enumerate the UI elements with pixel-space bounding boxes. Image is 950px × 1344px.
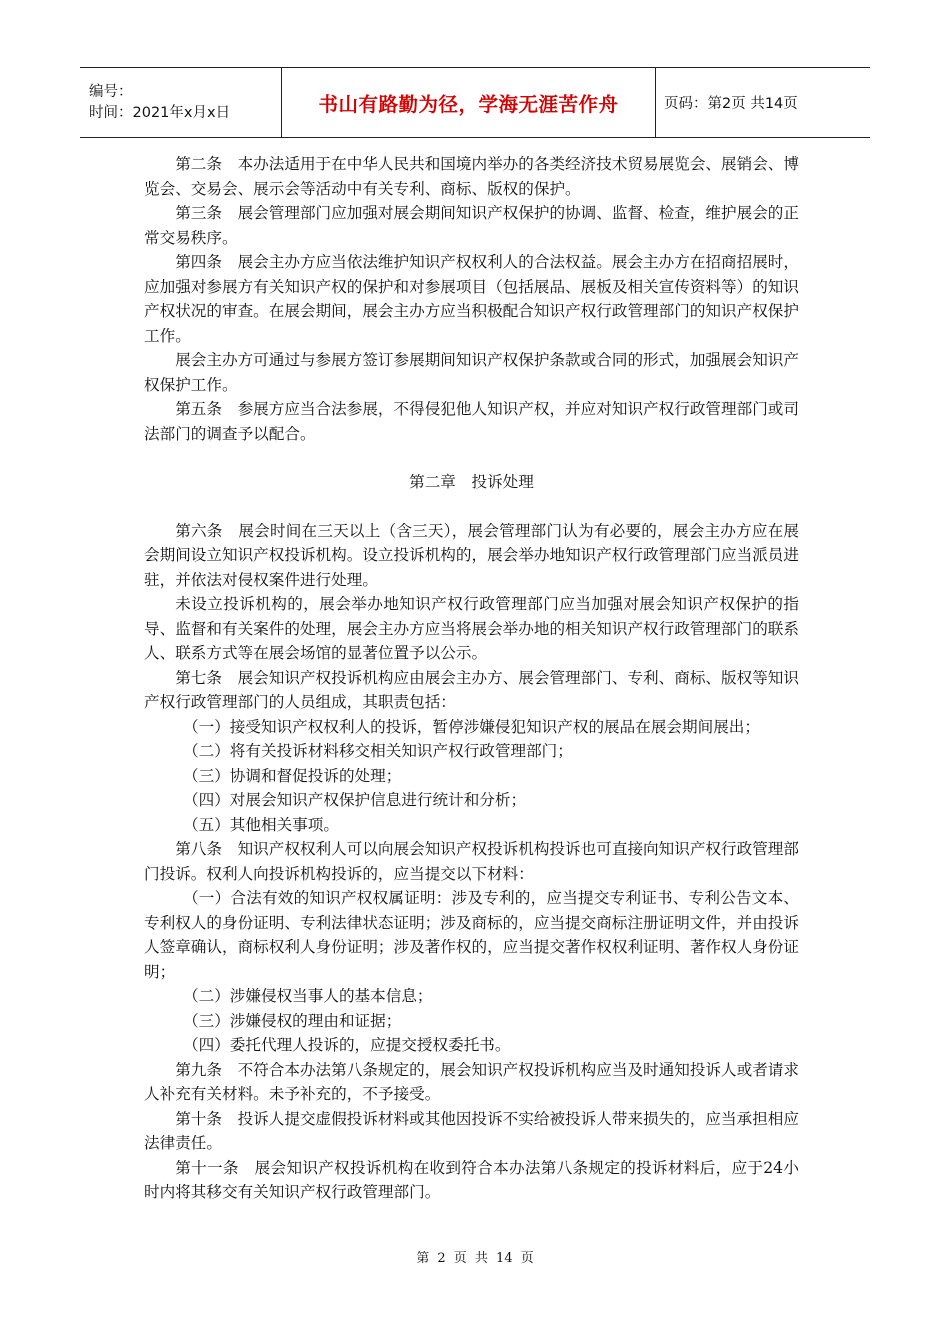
article-4: 第四条 展会主办方应当依法维护知识产权权利人的合法权益。展会主办方在招商招展时，应加强对参展方有关知识产权的保护和对参展项目（包括展品、展板及相关宣传资料等）的知识产权状况的审查。在展会期间，展会主办方应当积极配合知识产权行政管理部门的知识产权保护工作。 [144, 253, 799, 345]
header-meta [80, 68, 282, 137]
document-body [144, 152, 799, 1205]
chapter-title: 第二章 投诉处理 [409, 473, 534, 491]
article-8-item-4: （四）委托代理人投诉的，应提交授权委托书。 [183, 1036, 511, 1054]
article-8-item-3: （三）涉嫌侵权的理由和证据； [183, 1011, 402, 1030]
article-8: 第八条 知识产权权利人可以向展会知识产权投诉机构投诉也可直接向知识产权行政管理部门投诉。权利人向投诉机构投诉的，应当提交以下材料： [144, 840, 799, 883]
article-7-item-2: （二）将有关投诉材料移交相关知识产权行政管理部门； [183, 742, 573, 760]
header-page-cell [656, 68, 870, 137]
article-4-supplement: 展会主办方可通过与参展方签订参展期间知识产权保护条款或合同的形式，加强展会知识产权保护工作。 [144, 351, 799, 394]
article-5: 第五条 参展方应当合法参展，不得侵犯他人知识产权，并应对知识产权行政管理部门或司法部门的调查予以配合。 [144, 400, 799, 443]
article-7-item-5: （五）其他相关事项。 [183, 815, 339, 834]
header-motto-cell [282, 68, 656, 137]
page-header [80, 67, 870, 138]
page-footer: 第 2 页 共 14 页 [416, 1251, 534, 1266]
article-8-item-1: （一）合法有效的知识产权权属证明：涉及专利的，应当提交专利证书、专利公告文本、专利权人的身份证明、专利法律状态证明；涉及商标的，应当提交商标注册证明文件，并由投诉人签章确认，商标权利人身份证明；涉及著作权的，应当提交著作权权利证明、著作权人身份证明； [144, 889, 799, 981]
article-9: 第九条 不符合本办法第八条规定的，展会知识产权投诉机构应当及时通知投诉人或者请求人补充有关材料。未予补充的，不予接受。 [144, 1060, 799, 1103]
article-6: 第六条 展会时间在三天以上（含三天），展会管理部门认为有必要的，展会主办方应在展会期间设立知识产权投诉机构。设立投诉机构的，展会举办地知识产权行政管理部门应当派员进驻，并依法对侵权案件进行处理。 [144, 521, 799, 589]
article-10: 第十条 投诉人提交虚假投诉材料或其他因投诉不实给被投诉人带来损失的，应当承担相应法律责任。 [144, 1109, 799, 1152]
motto: 书山有路勤为径，学海无涯苦作舟 [318, 92, 619, 116]
page-label: 页码：第2页 共14页 [664, 96, 798, 112]
article-3: 第三条 展会管理部门应加强对展会期间知识产权保护的协调、监督、检查，维护展会的正常交易秩序。 [144, 204, 799, 247]
article-7-item-4: （四）对展会知识产权保护信息进行统计和分析； [183, 791, 527, 809]
article-8-item-2: （二）涉嫌侵权当事人的基本信息； [183, 987, 433, 1005]
number-label: 编号： [89, 83, 133, 100]
article-7-item-1: （一）接受知识产权权利人的投诉，暂停涉嫌侵犯知识产权的展品在展会期间展出； [183, 717, 760, 736]
article-11: 第十一条 展会知识产权投诉机构在收到符合本办法第八条规定的投诉材料后，应于24小时内将其移交有关知识产权行政管理部门。 [144, 1158, 799, 1201]
article-7-item-3: （三）协调和督促投诉的处理； [183, 766, 402, 785]
article-6-supplement: 未设立投诉机构的，展会举办地知识产权行政管理部门应当加强对展会知识产权保护的指导、监督和有关案件的处理，展会主办方应当将展会举办地的相关知识产权行政管理部门的联系人、联系方式等在展会场馆的显著位置予以公示。 [144, 595, 799, 662]
time-label: 时间：2021年x月x日 [89, 104, 231, 121]
article-2: 第二条 本办法适用于在中华人民共和国境内举办的各类经济技术贸易展览会、展销会、博览会、交易会、展示会等活动中有关专利、商标、版权的保护。 [144, 155, 799, 198]
article-7: 第七条 展会知识产权投诉机构应由展会主办方、展会管理部门、专利、商标、版权等知识产权行政管理部门的人员组成，其职责包括： [144, 668, 799, 711]
